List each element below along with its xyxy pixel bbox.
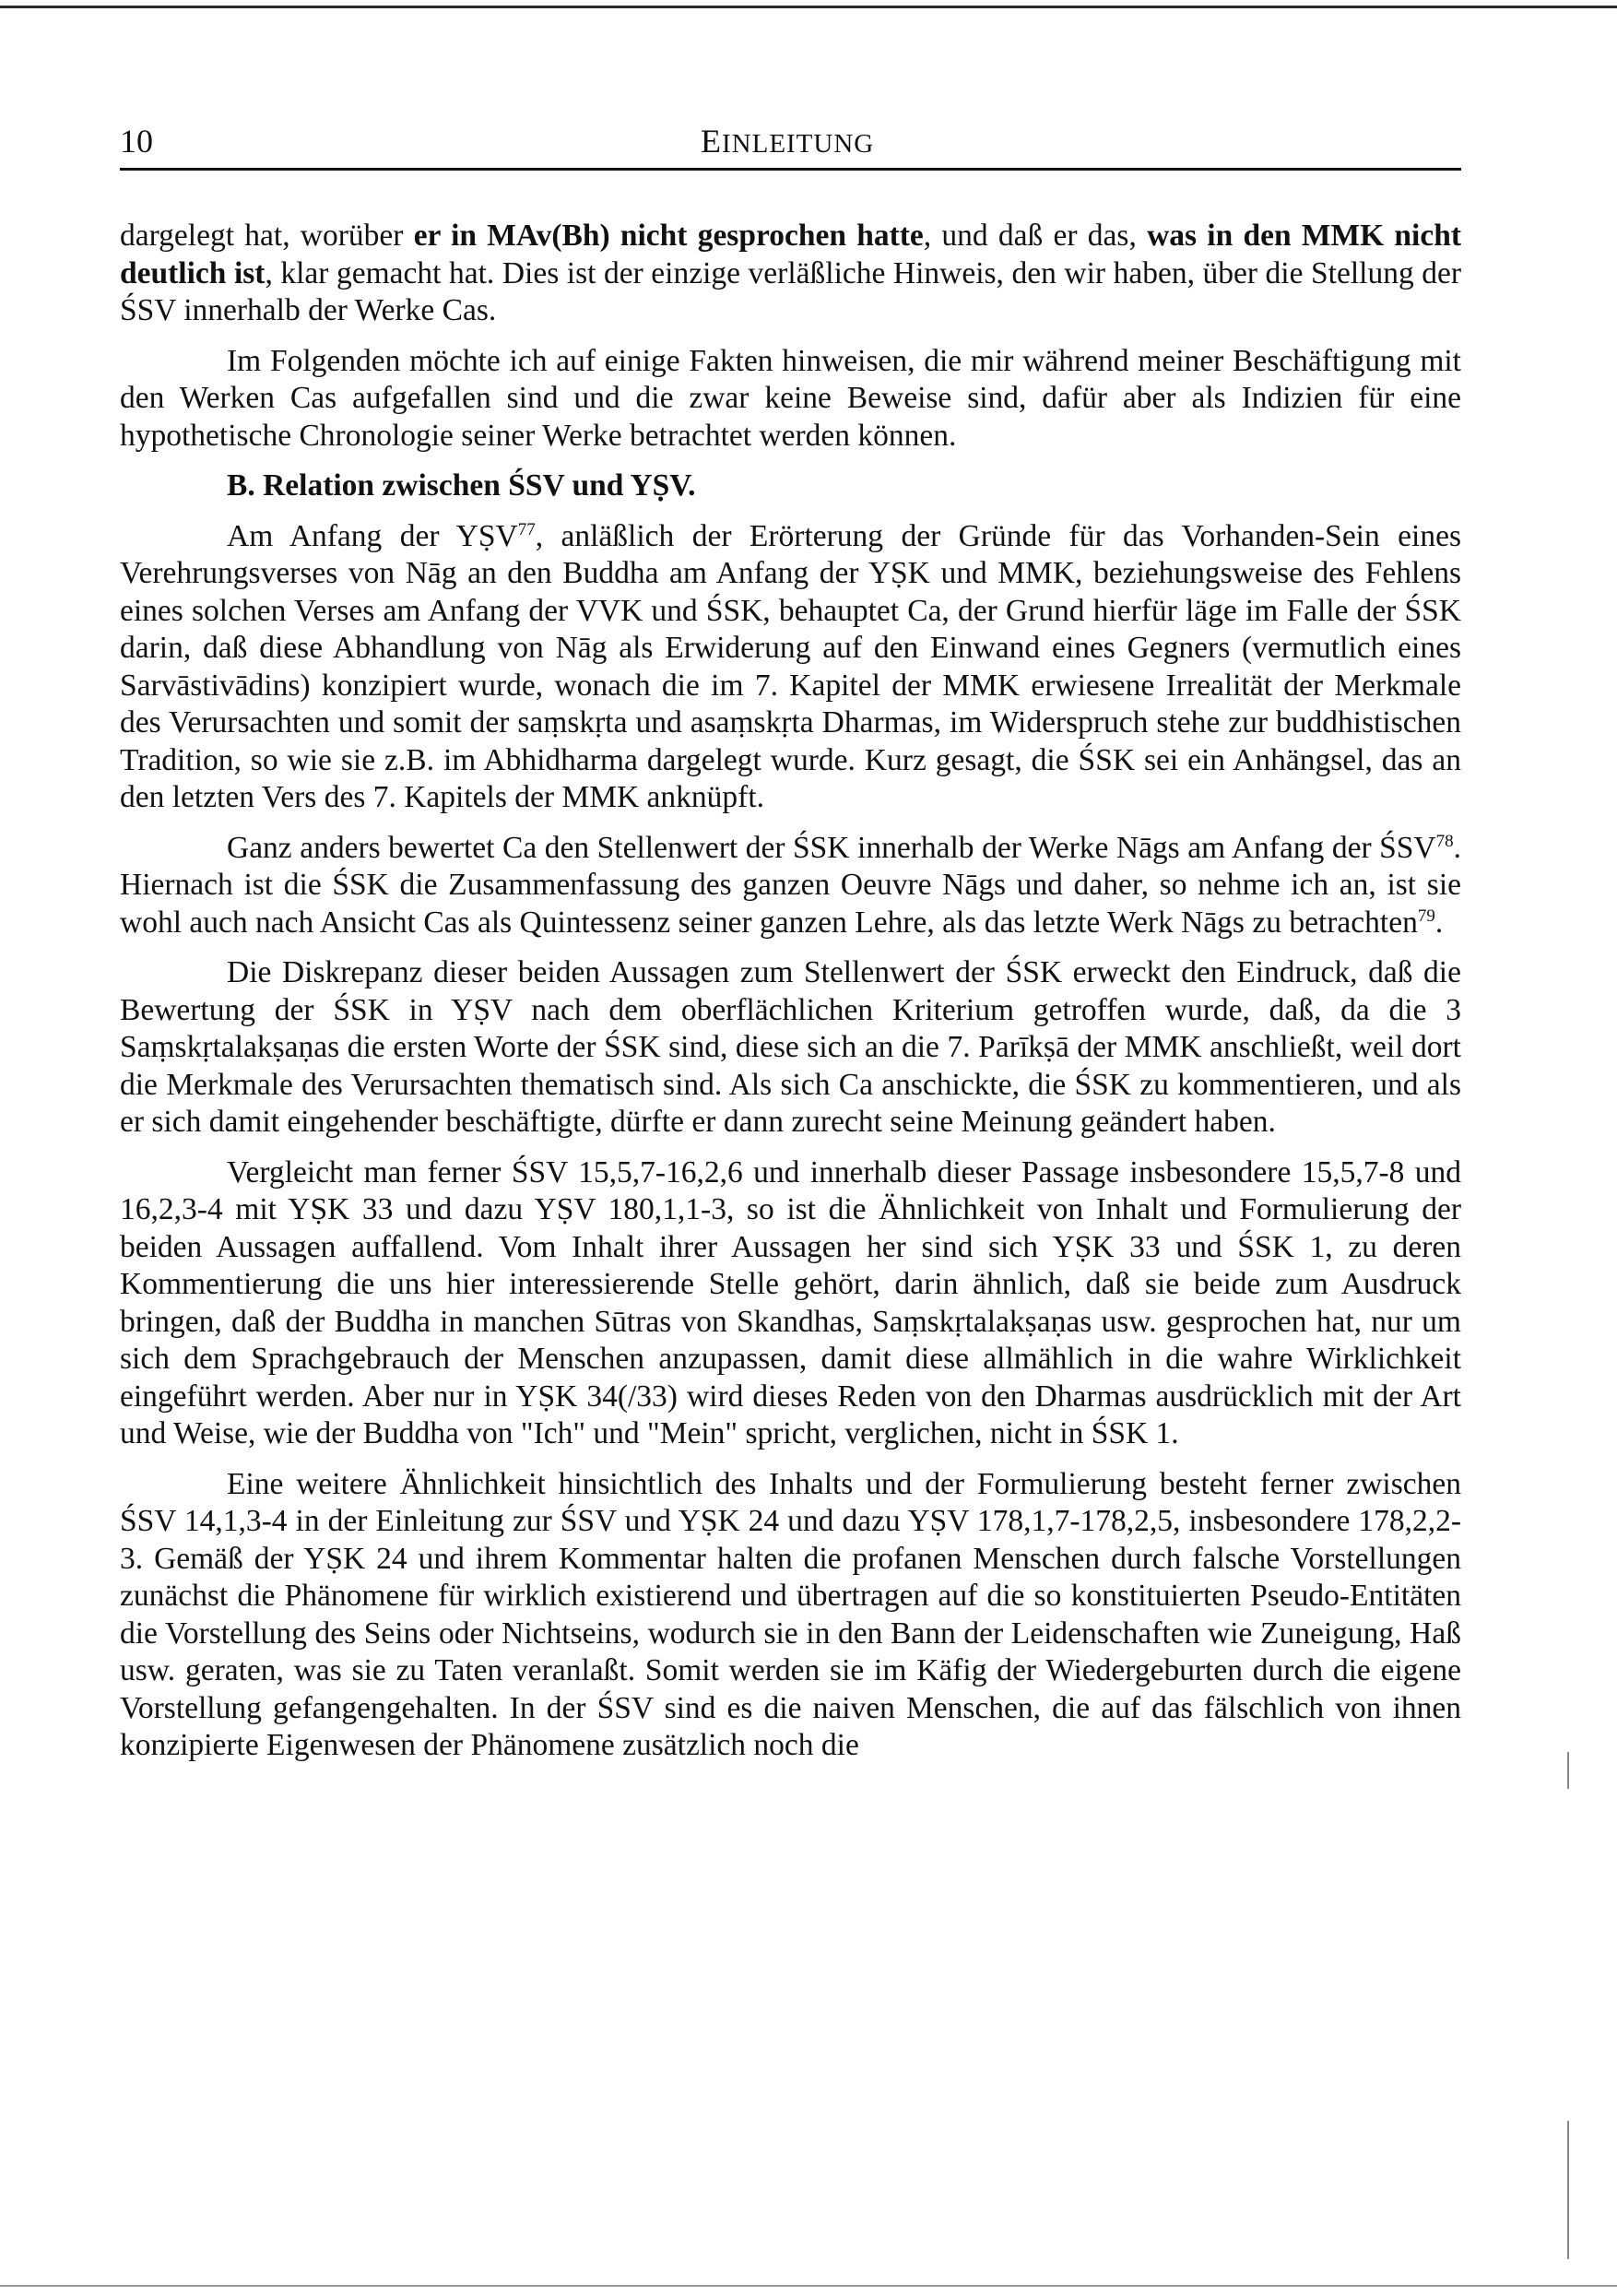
text-run: , anläßlich der Erörterung der Gründe für das Vorhanden-Sein eines Verehrungsverses von Nāg an den Buddha am Anfang der YṢK und MMK, beziehungsweise des Fehlens eines solchen Verses am Anfang der VVK und ŚSK, behauptet Ca, der Grund hierfür läge im Falle der ŚSK darin, daß diese Abhandlung von Nāg als Erwiderung auf den Einwand eines Gegners (vermutlich eines Sarvāstivādins) konzipiert wurde, wonach die im 7. Kapitel der MMK erwiesene Irrealität der Merkmale des Verursachten und somit der saṃskṛta und asaṃskṛta Dharmas, im Widerspruch stehe zur buddhistischen Tradition, so wie sie z.B. im Abhidharma dargelegt wurde. Kurz gesagt, die ŚSK sei ein Anhängsel, das an den letzten Vers des 7. Kapitels der MMK anknüpft. xyxy=(120,518,1461,814)
top-edge-rule xyxy=(0,6,1617,8)
text-run: , klar gemacht hat. Dies ist der einzige verläßliche Hinweis, den wir haben, über die Stellung der ŚSV innerhalb der Werke Cas. xyxy=(120,255,1462,327)
footnote-ref: 79 xyxy=(1417,905,1435,926)
bold-phrase: er in MAv(Bh) nicht gesprochen hatte xyxy=(413,219,924,253)
running-title-initial: E xyxy=(701,123,722,160)
footnote-ref: 78 xyxy=(1435,831,1454,851)
scan-margin-mark xyxy=(1567,2121,1569,2259)
text-run: Ganz anders bewertet Ca den Stellenwert der ŚSK innerhalb der Werke Nāgs am Anfang der ŚSV xyxy=(227,830,1436,865)
paragraph-7: Eine weitere Ähnlichkeit hinsichtlich des Inhalts und der Formulierung besteht ferner zwischen ŚSV 14,1,3-4 in der Einleitung zur ŚSV und YṢK 24 und dazu YṢV 178,1,7-178,2,5, insbesondere 178,2,2-3. Gemäß der YṢK 24 und ihrem Kommentar halten die profanen Menschen durch falsche Vorstellungen zunächst die Phänomene für wirklich existierend und übertragen auf die so konstituierten Pseudo-Entitäten die Vorstellung des Seins oder Nichtseins, wodurch sie in den Bann der Leidenschaften wie Zuneigung, Haß usw. geraten, was sie zu Taten veranlaßt. Somit werden sie im Käfig der Wiedergeburten durch die eigene Vorstellung gefangengehalten. In der ŚSV sind es die naiven Menschen, die auf das fälschlich von ihnen konzipierte Eigenwesen der Phänomene zusätzlich noch die xyxy=(120,1466,1461,1762)
text-run: . xyxy=(1434,905,1444,940)
body-text xyxy=(120,218,1461,1778)
text-run: Am Anfang der YṢV xyxy=(227,518,518,553)
running-title xyxy=(701,122,874,160)
paragraph-1 xyxy=(120,218,1461,330)
bold-phrase: was in den MMK nicht deutlich ist xyxy=(120,219,1461,290)
paragraph-2: Im Folgenden möchte ich auf einige Fakten hinweisen, die mir während meiner Beschäftigung mit den Werken Cas aufgefallen sind und die zwar keine Beweise sind, dafür aber als Indizien für eine hypothetische Chronologie seiner Werke betrachtet werden können. xyxy=(120,343,1461,453)
scan-margin-mark xyxy=(1567,1752,1569,1789)
page-number: 10 xyxy=(120,123,153,160)
running-title-rest: INLEITUNG xyxy=(722,129,875,159)
bottom-edge-rule xyxy=(0,2285,1617,2287)
text-run: dargelegt hat, worüber xyxy=(120,219,414,253)
running-header xyxy=(120,120,1461,171)
paragraph-4 xyxy=(120,830,1461,942)
footnote-ref: 77 xyxy=(517,519,536,539)
text-run: , und daß er das, xyxy=(923,219,1148,253)
paragraph-5: Die Diskrepanz dieser beiden Aussagen zum Stellenwert der ŚSK erweckt den Eindruck, daß die Bewertung der ŚSK in YṢV nach dem oberflächlichen Kriterium getroffen wurde, daß, da die 3 Saṃskṛtalakṣaṇas die ersten Worte der ŚSK sind, diese sich an die 7. Parīkṣā der MMK anschließt, weil dort die Merkmale des Verursachten thematisch sind. Als sich Ca anschickte, die ŚSK zu kommentieren, und als er sich damit eingehender beschäftigte, dürfte er dann zurecht seine Meinung geändert haben. xyxy=(120,955,1461,1139)
paragraph-6: Vergleicht man ferner ŚSV 15,5,7-16,2,6 und innerhalb dieser Passage insbesondere 15,5,7-8 und 16,2,3-4 mit YṢK 33 und dazu YṢV 180,1,1-3, so ist die Ähnlichkeit von Inhalt und Formulierung der beiden Aussagen auffallend. Vom Inhalt ihrer Aussagen her sind sich YṢK 33 und ŚSK 1, zu deren Kommentierung die uns hier interessierende Stelle gehört, darin ähnlich, daß sie beide zum Ausdruck bringen, daß der Buddha in manchen Sūtras von Skandhas, Saṃskṛtalakṣaṇas usw. gesprochen hat, nur um sich dem Sprachgebrauch der Menschen anzupassen, damit diese allmählich in die wahre Wirklichkeit eingeführt werden. Aber nur in YṢK 34(/33) wird dieses Reden von den Dharmas ausdrücklich mit der Art und Weise, wie der Buddha von "Ich" und "Mein" spricht, verglichen, nicht in ŚSK 1. xyxy=(120,1154,1461,1450)
section-heading: B. Relation zwischen ŚSV und YṢV. xyxy=(227,468,696,503)
paragraph-3 xyxy=(120,518,1461,817)
text-run: . Hiernach ist die ŚSK die Zusammenfassung des ganzen Oeuvre Nāgs und daher, so nehme ich an, ist sie wohl auch nach Ansicht Cas als Quintessenz seiner ganzen Lehre, als das letzte Werk Nāgs zu betrachten xyxy=(120,830,1461,940)
